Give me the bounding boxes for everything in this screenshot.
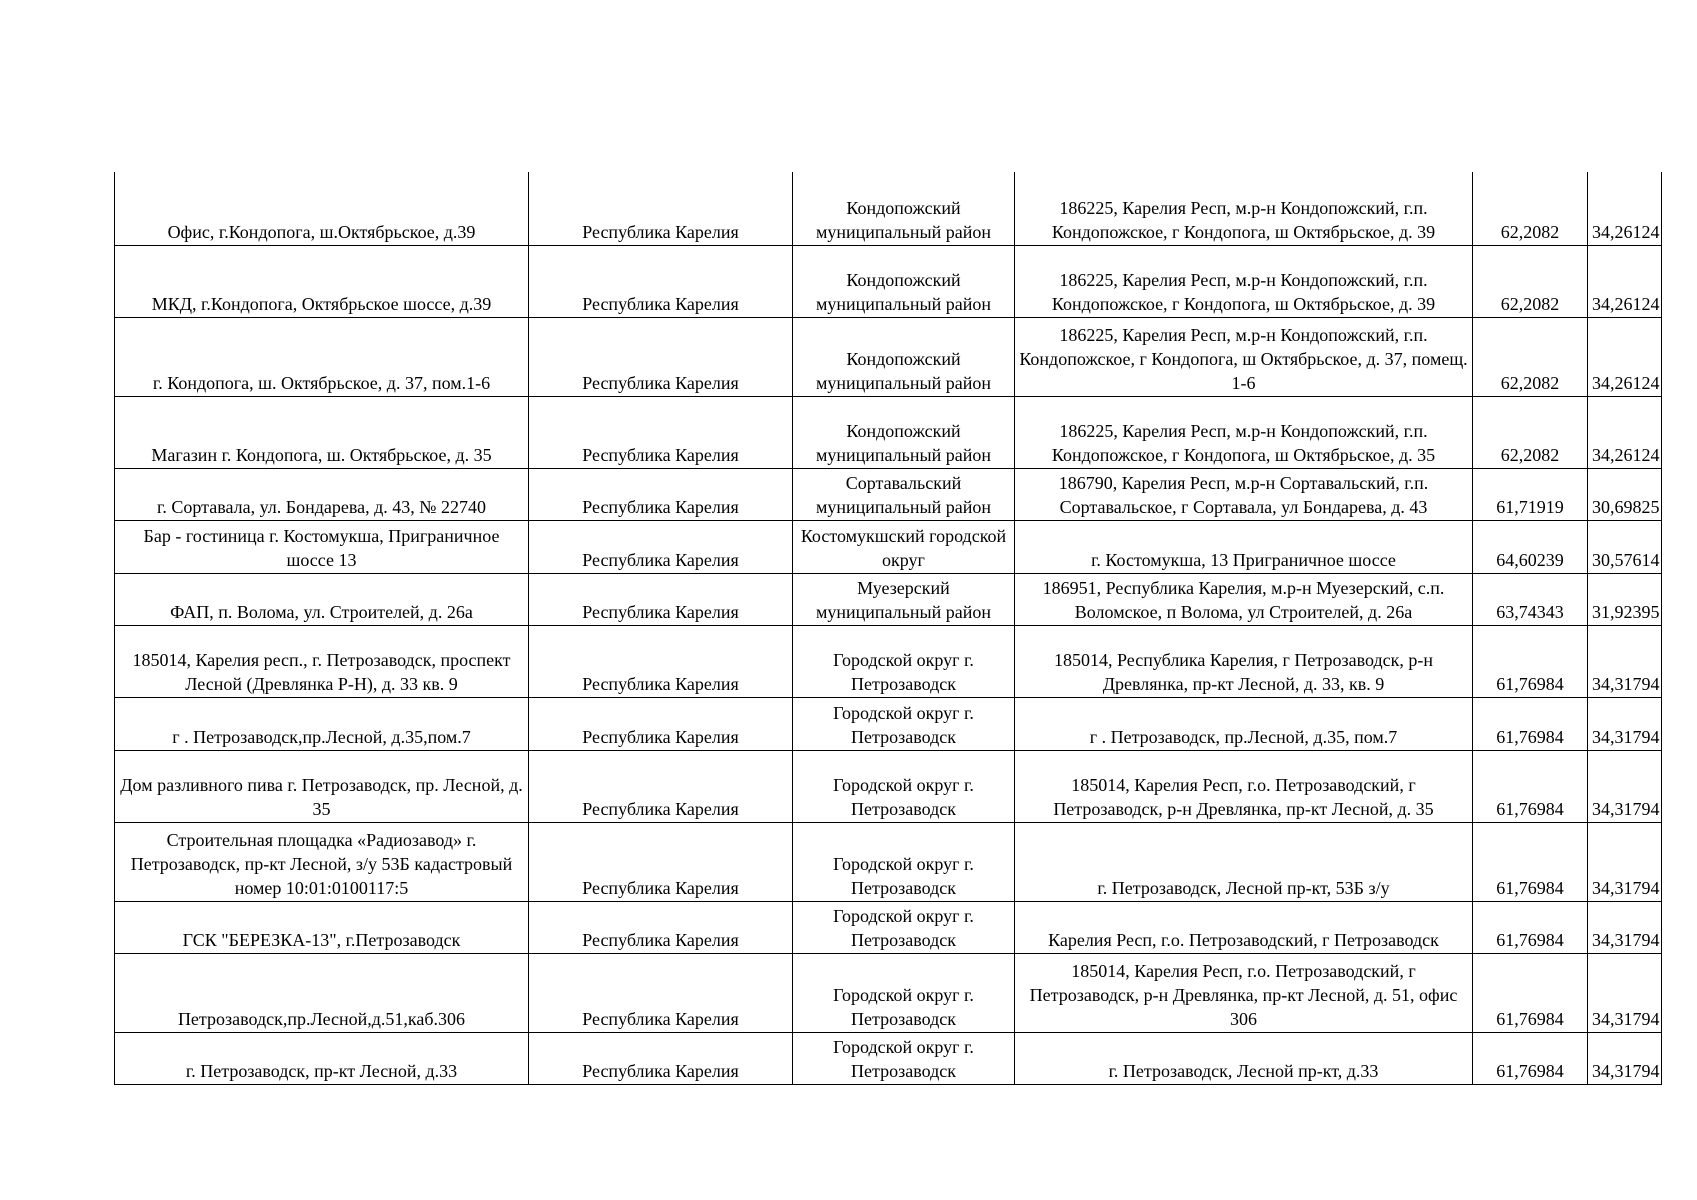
table-row xyxy=(115,1032,1662,1084)
cell-region: Республика Карелия xyxy=(529,520,793,573)
cell-address: г. Петрозаводск, Лесной пр-кт, д.33 xyxy=(1015,1032,1473,1084)
cell-region: Республика Карелия xyxy=(529,697,793,750)
cell-longitude: 34,31794 xyxy=(1588,822,1662,901)
cell-region: Республика Карелия xyxy=(529,573,793,625)
cell-longitude: 30,69825 xyxy=(1588,468,1662,520)
cell-name: ГСК "БЕРЕЗКА-13", г.Петрозаводск xyxy=(115,901,529,953)
cell-latitude: 62,2082 xyxy=(1473,245,1588,317)
cell-region: Республика Карелия xyxy=(529,901,793,953)
table-row xyxy=(115,172,1662,245)
cell-name: г . Петрозаводск,пр.Лесной, д.35,пом.7 xyxy=(115,697,529,750)
cell-address: 186225, Карелия Респ, м.р-н Кондопожский, г.п. Кондопожское, г Кондопога, ш Октябрьское, д. 35 xyxy=(1015,396,1473,468)
cell-latitude: 61,76984 xyxy=(1473,953,1588,1032)
cell-latitude: 62,2082 xyxy=(1473,317,1588,396)
table-row xyxy=(115,396,1662,468)
cell-latitude: 61,76984 xyxy=(1473,625,1588,697)
cell-longitude: 34,26124 xyxy=(1588,317,1662,396)
cell-longitude: 34,26124 xyxy=(1588,172,1662,245)
cell-longitude: 34,31794 xyxy=(1588,750,1662,822)
cell-latitude: 61,71919 xyxy=(1473,468,1588,520)
table-row xyxy=(115,953,1662,1032)
cell-address: 185014, Карелия Респ, г.о. Петрозаводский, г Петрозаводск, р-н Древлянка, пр-кт Лесной, д. 51, офис 306 xyxy=(1015,953,1473,1032)
cell-latitude: 64,60239 xyxy=(1473,520,1588,573)
addresses-table xyxy=(114,172,1662,1085)
cell-region: Республика Карелия xyxy=(529,822,793,901)
table-row xyxy=(115,317,1662,396)
cell-longitude: 30,57614 xyxy=(1588,520,1662,573)
cell-latitude: 61,76984 xyxy=(1473,750,1588,822)
document-sheet xyxy=(114,172,1661,1085)
table-row xyxy=(115,468,1662,520)
table-row xyxy=(115,245,1662,317)
cell-district: Городской округ г. Петрозаводск xyxy=(793,750,1015,822)
cell-address: 185014, Республика Карелия, г Петрозаводск, р-н Древлянка, пр-кт Лесной, д. 33, кв. 9 xyxy=(1015,625,1473,697)
cell-district: Городской округ г. Петрозаводск xyxy=(793,697,1015,750)
cell-latitude: 61,76984 xyxy=(1473,697,1588,750)
cell-district: Муезерский муниципальный район xyxy=(793,573,1015,625)
cell-longitude: 34,31794 xyxy=(1588,953,1662,1032)
cell-name: МКД, г.Кондопога, Октябрьское шоссе, д.39 xyxy=(115,245,529,317)
cell-name: Офис, г.Кондопога, ш.Октябрьское, д.39 xyxy=(115,172,529,245)
cell-address: Карелия Респ, г.о. Петрозаводский, г Петрозаводск xyxy=(1015,901,1473,953)
cell-name: Бар - гостиница г. Костомукша, Приграничное шоссе 13 xyxy=(115,520,529,573)
cell-region: Республика Карелия xyxy=(529,245,793,317)
cell-district: Костомукшский городской округ xyxy=(793,520,1015,573)
cell-district: Кондопожский муниципальный район xyxy=(793,172,1015,245)
cell-address: 185014, Карелия Респ, г.о. Петрозаводский, г Петрозаводск, р-н Древлянка, пр-кт Лесной, д. 35 xyxy=(1015,750,1473,822)
cell-address: г. Петрозаводск, Лесной пр-кт, 53Б з/у xyxy=(1015,822,1473,901)
cell-latitude: 62,2082 xyxy=(1473,172,1588,245)
cell-address: 186225, Карелия Респ, м.р-н Кондопожский, г.п. Кондопожское, г Кондопога, ш Октябрьское, д. 37, помещ. 1-6 xyxy=(1015,317,1473,396)
cell-longitude: 34,31794 xyxy=(1588,697,1662,750)
cell-region: Республика Карелия xyxy=(529,625,793,697)
table-row xyxy=(115,750,1662,822)
table-row xyxy=(115,520,1662,573)
cell-district: Городской округ г. Петрозаводск xyxy=(793,1032,1015,1084)
cell-address: 186790, Карелия Респ, м.р-н Сортавальский, г.п. Сортавальское, г Сортавала, ул Бондарева, д. 43 xyxy=(1015,468,1473,520)
table-row xyxy=(115,573,1662,625)
cell-region: Республика Карелия xyxy=(529,468,793,520)
table-row xyxy=(115,822,1662,901)
cell-district: Городской округ г. Петрозаводск xyxy=(793,901,1015,953)
table-row xyxy=(115,625,1662,697)
cell-region: Республика Карелия xyxy=(529,1032,793,1084)
cell-district: Городской округ г. Петрозаводск xyxy=(793,953,1015,1032)
table-row xyxy=(115,901,1662,953)
cell-latitude: 61,76984 xyxy=(1473,1032,1588,1084)
table-row xyxy=(115,697,1662,750)
cell-region: Республика Карелия xyxy=(529,396,793,468)
cell-region: Республика Карелия xyxy=(529,953,793,1032)
cell-longitude: 34,26124 xyxy=(1588,396,1662,468)
cell-name: ФАП, п. Волома, ул. Строителей, д. 26а xyxy=(115,573,529,625)
cell-longitude: 34,31794 xyxy=(1588,1032,1662,1084)
cell-district: Кондопожский муниципальный район xyxy=(793,245,1015,317)
cell-district: Городской округ г. Петрозаводск xyxy=(793,822,1015,901)
cell-name: 185014, Карелия респ., г. Петрозаводск, проспект Лесной (Древлянка Р-Н), д. 33 кв. 9 xyxy=(115,625,529,697)
cell-longitude: 34,31794 xyxy=(1588,625,1662,697)
cell-address: 186225, Карелия Респ, м.р-н Кондопожский, г.п. Кондопожское, г Кондопога, ш Октябрьское, д. 39 xyxy=(1015,245,1473,317)
cell-latitude: 63,74343 xyxy=(1473,573,1588,625)
cell-name: г. Кондопога, ш. Октябрьское, д. 37, пом.1-6 xyxy=(115,317,529,396)
cell-address: г. Костомукша, 13 Приграничное шоссе xyxy=(1015,520,1473,573)
cell-region: Республика Карелия xyxy=(529,172,793,245)
cell-name: Петрозаводск,пр.Лесной,д.51,каб.306 xyxy=(115,953,529,1032)
cell-address: г . Петрозаводск, пр.Лесной, д.35, пом.7 xyxy=(1015,697,1473,750)
cell-district: Кондопожский муниципальный район xyxy=(793,396,1015,468)
cell-district: Городской округ г. Петрозаводск xyxy=(793,625,1015,697)
cell-latitude: 62,2082 xyxy=(1473,396,1588,468)
cell-name: Дом разливного пива г. Петрозаводск, пр. Лесной, д. 35 xyxy=(115,750,529,822)
cell-district: Сортавальский муниципальный район xyxy=(793,468,1015,520)
addresses-table-body xyxy=(115,172,1662,1084)
cell-longitude: 34,31794 xyxy=(1588,901,1662,953)
cell-name: г. Петрозаводск, пр-кт Лесной, д.33 xyxy=(115,1032,529,1084)
cell-name: г. Сортавала, ул. Бондарева, д. 43, № 22740 xyxy=(115,468,529,520)
cell-name: Строительная площадка «Радиозавод» г. Петрозаводск, пр-кт Лесной, з/у 53Б кадастровый номер 10:01:0100117:5 xyxy=(115,822,529,901)
cell-latitude: 61,76984 xyxy=(1473,822,1588,901)
cell-address: 186951, Республика Карелия, м.р-н Муезерский, с.п. Воломское, п Волома, ул Строителей, д. 26а xyxy=(1015,573,1473,625)
cell-latitude: 61,76984 xyxy=(1473,901,1588,953)
cell-name: Магазин г. Кондопога, ш. Октябрьское, д. 35 xyxy=(115,396,529,468)
cell-region: Республика Карелия xyxy=(529,317,793,396)
cell-longitude: 34,26124 xyxy=(1588,245,1662,317)
cell-region: Республика Карелия xyxy=(529,750,793,822)
cell-district: Кондопожский муниципальный район xyxy=(793,317,1015,396)
cell-address: 186225, Карелия Респ, м.р-н Кондопожский, г.п. Кондопожское, г Кондопога, ш Октябрьское, д. 39 xyxy=(1015,172,1473,245)
cell-longitude: 31,92395 xyxy=(1588,573,1662,625)
